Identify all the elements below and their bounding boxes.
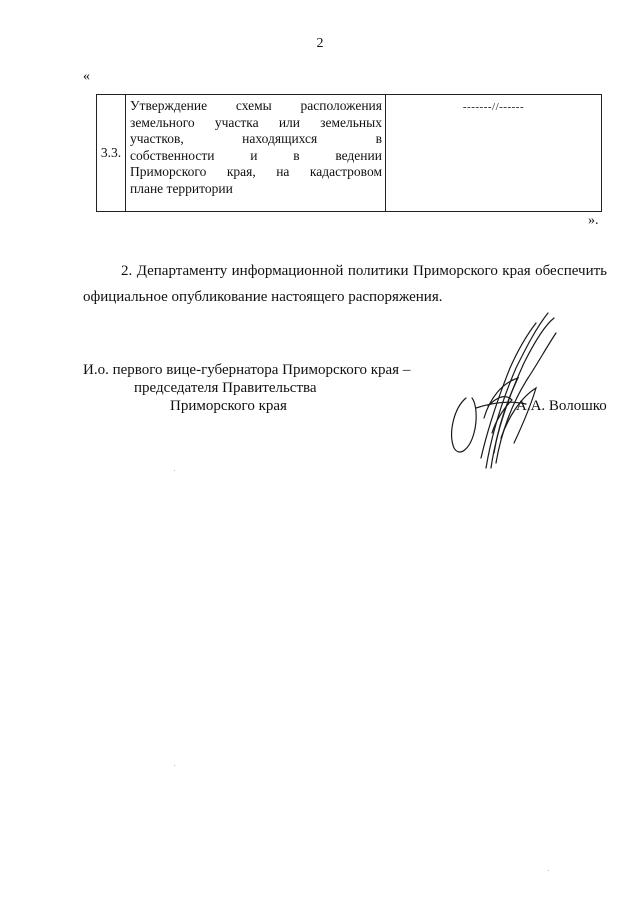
description-word: собственности xyxy=(130,147,215,163)
opening-quote: « xyxy=(83,69,90,84)
signatory-position-line-3: Приморского края xyxy=(170,398,287,414)
signatory-position-line-1: И.о. первого вице-губернатора Приморского края – xyxy=(83,362,411,378)
closing-quote: ». xyxy=(588,213,599,228)
description-word: или xyxy=(278,114,300,130)
description-word: участка xyxy=(214,114,259,130)
description-word: ведении xyxy=(335,147,382,163)
description-word: Приморского xyxy=(130,164,207,179)
table-row xyxy=(97,95,602,212)
description-word: расположения xyxy=(300,98,382,113)
description-line xyxy=(130,181,382,198)
description-line xyxy=(130,98,382,115)
scan-speck xyxy=(548,870,549,871)
description-line xyxy=(130,131,382,148)
description-word: плане территории xyxy=(130,180,233,196)
description-word: на xyxy=(276,164,290,179)
description-word: находящихся xyxy=(242,131,318,146)
row-value: -------//------ xyxy=(386,95,602,212)
row-number: 3.3. xyxy=(97,95,126,212)
row-description xyxy=(126,95,386,212)
page-number: 2 xyxy=(316,36,324,51)
description-word: схемы xyxy=(235,98,272,113)
excerpt-table xyxy=(96,94,602,212)
scan-speck xyxy=(174,765,175,766)
description-word: в xyxy=(293,147,300,163)
instruction-paragraph: 2. Департаменту информационной политики Приморского края обеспечить официальное опубликование настоящего распоряжения. xyxy=(83,263,607,305)
description-word: земельных xyxy=(320,114,382,130)
signatory-name: А.А. Волошко xyxy=(516,398,607,414)
description-lines xyxy=(130,98,382,197)
description-word: земельного xyxy=(130,114,195,130)
description-word: кадастровом xyxy=(309,164,382,179)
description-word: Утверждение xyxy=(130,98,208,113)
handwritten-signature xyxy=(446,308,566,478)
description-word: участков, xyxy=(130,131,184,146)
signatory-position-line-2: председателя Правительства xyxy=(134,380,317,396)
scan-speck xyxy=(174,470,175,471)
description-word: и xyxy=(250,147,258,163)
description-line xyxy=(130,115,382,132)
description-word: в xyxy=(375,131,382,146)
description-word: края, xyxy=(226,164,256,179)
description-line xyxy=(130,164,382,181)
description-line xyxy=(130,148,382,165)
